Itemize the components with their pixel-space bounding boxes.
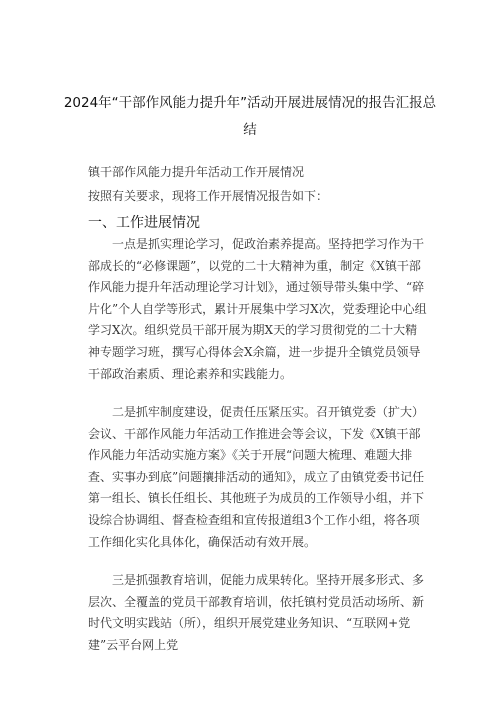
document-title: 2024年“干部作风能力提升年”活动开展进展情况的报告汇报总结 [63, 95, 437, 138]
intro-line: 按照有关要求，现将工作开展情况报告如下： [88, 189, 329, 203]
paragraph-theory-study: 一点是抓实理论学习，促政治素养提高。坚持把学习作为干部成长的“必修课题”，以党的二十大精神为重，制定《X镇干部作风能力提升年活动理论学习计划》，通过领导带头集中学、“碎片化”个人自学等形式，累计开展集中学习X次，党委理论中心组学习X次。组织党员干部开展为期X天的学习贯彻党的二十大精神专题学习班，撰写心得体会X余篇，进一步提升全镇党员领导干部政治素质、理论素养和实践能力。 [88, 237, 427, 381]
section-heading: 一、工作进展情况 [88, 215, 200, 231]
paragraph-system-building: 二是抓牢制度建设，促责任压紧压实。召开镇党委（扩大）会议、干部作风能力年活动工作推进会等会议，下发《X镇干部作风能力年活动实施方案》《关于开展“问题大梳理、难题大排查、实事办到底”问题攘排活动的通知》，成立了由镇党委书记任第一组长、镇长任组长、其他班子为成员的工作领导小组，并下设综合协调组、督查检查组和宣传报道组3个工作小组，将各项工作细化实化具体化，确保活动有效开展。 [88, 405, 425, 549]
paragraph-education-training: 三是抓强教育培训，促能力成果转化。坚持开展多形式、多层次、全覆盖的党员干部教育培训，依托镇村党员活动场所、新时代文明实践站（所），组织开展党建业务知识、“互联网+党建”云平台网上党 [88, 573, 425, 652]
document-subtitle: 镇干部作风能力提升年活动工作开展情况 [88, 165, 305, 179]
